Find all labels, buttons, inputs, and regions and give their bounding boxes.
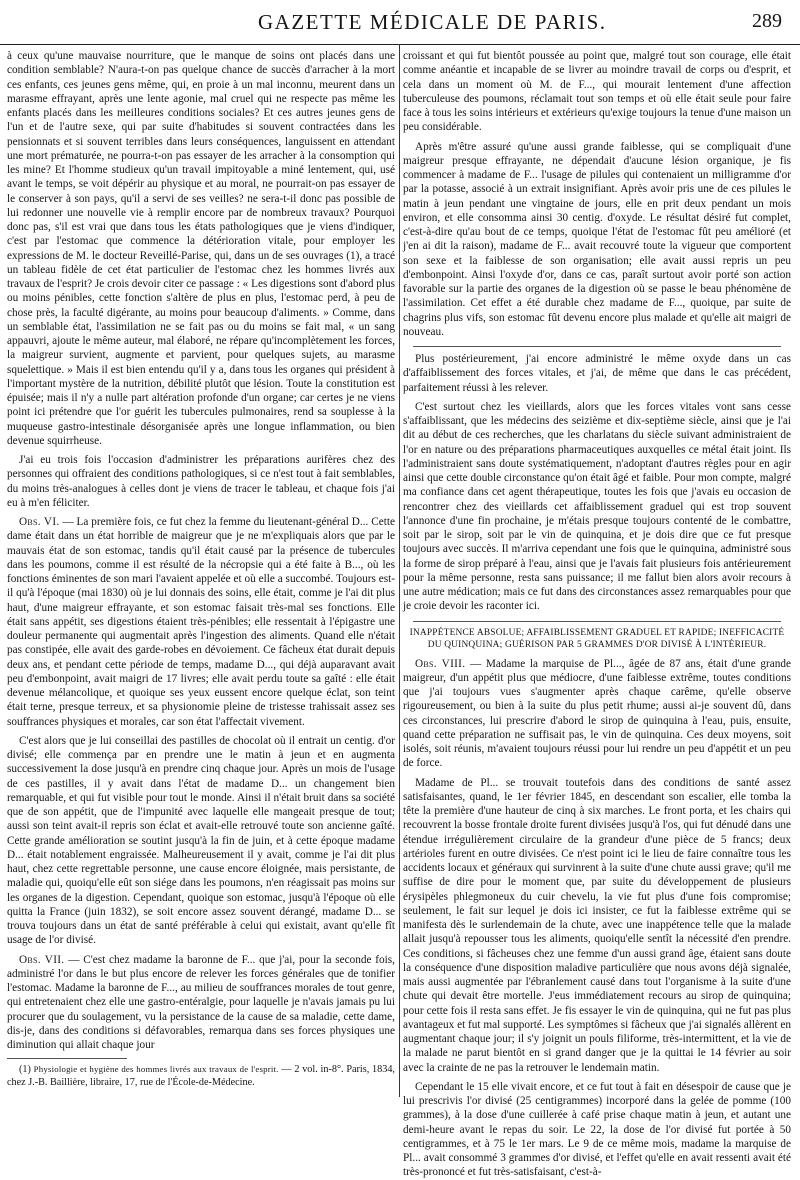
paragraph: C'est surtout chez les vieillards, alors que les forces vitales vont sans cesse s'affaiblissant, que les médecins des seizième et dix-septième siècle, ainsi que je l'ai dit au début de ces recherches, que les charlatans du siècle suivant administraient de l'or en nature ou des préparations pharmaceutiques auxquelles ce métal était joint. Ils l'administraient sans doute systématiquement, n'adoptant d'autres règles pour en agir ainsi que cette double circonstance qu'on était âgé et faible. Pour mon compte, malgré ma confiance dans cet agent thérapeutique, toutes les fois que j'avais eu occasion de rencontrer chez des vieillards cet affaiblissement graduel qui est trop souvent l'annonce d'une fin prochaine, je m'étais presque toujours contenté de le combattre, soit par le sirop, soit par le vin de quinquina, et je dois dire que ce fut presque toujours avec succès. Il m'arriva cependant une fois que le quinquina, administré sous la forme de sirop préparé à l'eau, ainsi que je l'avais fait plusieurs fois antérieurement pour la même personne, resta sans puissance; il me fallut bien alors avoir recours à une autre médication; mais ce fut dans des circonstances assez remarquables pour que je croie devoir les raconter ici.: [403, 400, 791, 613]
footnote-text: — 2 vol. in-8°. Paris, 1834, chez J.-B. Baillière, libraire, 17, rue de l'École-de-Médecine.: [7, 1064, 395, 1089]
observation-vi: [7, 515, 395, 729]
left-column: [7, 49, 395, 1094]
observation-text: — C'est chez madame la baronne de F... que j'ai, pour la seconde fois, administré l'or dans le but plus encore de relever les forces générales que de tonifier l'estomac. Madame la baronne de F..., au milieu de souffrances morales de tout genre, qui entretenaient chez elle une gastro-entéralgie, pour laquelle je n'avais jamais pu lui procurer que du soulagement, vu la persistance de la cause de sa maladie, cette dame, dis-je, dans des conditions si défavorables, remarqua dans ses forces physiques une diminution qui allait chaque jour: [7, 953, 395, 1051]
column-divider: [399, 44, 400, 1097]
observation-subheading: INAPPÉTENCE ABSOLUE; AFFAIBLISSEMENT GRADUEL ET RAPIDE; INEFFICACITÉ DU QUINQUINA; GUÉRISON PAR 5 GRAMMES D'OR DIVISÉ À L'INTÉRIEUR.: [409, 627, 785, 650]
header-rule: [0, 44, 800, 45]
paragraph: à ceux qu'une mauvaise nourriture, que le manque de soins ont placés dans une condition semblable? N'aura-t-on pas quelque chance de succès d'arracher à la mort ces enfants, ces jeunes gens même, qui, en proie à un mal inconnu, meurent dans un marasme effrayant, après une lente agonie, mal cruel qui ne respecte pas même les enfants placés dans les meilleures conditions sociales? Et ces autres jeunes gens de l'un et de l'autre sexe, qui par suite d'habitudes si souvent contractées dans les pensionnats et si souvent terribles dans leurs conséquences, languissent en attendant une mort prématurée, ne pourra-t-on pas essayer de les arracher à la consomption qui les mine? Et l'homme studieux qu'un travail impitoyable a miné lentement, qui, usé avant le temps, se voit dépérir au physique et au moral, ne pourrait-on pas essayer de le conserver à son pays, qu'il a servi de ses veilles? ne sera-t-il donc pas possible de lui redonner une nouvelle vie à remplir encore par de nombreux travaux? Pourquoi donc pas, s'il est vrai que dans tous les états pathologiques que je viens d'indiquer, c'est par l'estomac que commence la détérioration vitale, pour employer les expressions de M. le docteur Reveillé-Parise, qui, dans un de ses ouvrages (1), a tracé un tableau fidèle de cet état particulier de l'estomac chez les hommes livrés aux travaux de l'esprit? Je crois devoir citer ce passage : « Les digestions sont d'abord plus ou moins pénibles, cette fonction s'altère de plus en plus, l'estomac perd, à peu de chose près, la faculté digérante, au moins pour beaucoup d'aliments. » Comme, dans un semblable état, l'assimilation ne se fait pas ou du moins se fait mal, « un sang appauvri, ajoute le même auteur, mal élaboré, ne répare qu'incomplètement les forces, la maigreur survient, augmente et parvient, pour quelques sujets, au marasme squelettique. » Mais il est bien entendu qu'il y a, dans tous les organes qui président à l'important mystère de la nutrition, débilité plutôt que lésion. Toute la constitution est épuisée; mais il n'y a nulle part altération profonde d'un organe; car certes je ne viens point ici prétendre que l'or guérit les tubercules pulmonaires, rend sa souplesse à la muqueuse gastro-intestinale désorganisée après une longue inflammation, ou bien devenue squirrheuse.: [7, 50, 396, 447]
paragraph: Après m'être assuré qu'une aussi grande faiblesse, qui se compliquait d'une maigreur presque effrayante, ne dépendait d'aucune lésion organique, je fis commencer à madame de F... l'usage de pilules qui contenaient un milligramme d'or par la potasse, associé à un extrait insignifiant. Après avoir pris une de ces pilules le matin à jeun pendant une vingtaine de jours, elle en prit deux pendant un mois environ, et elle consomma ainsi 30 centig. d'oxyde. Le résultat désiré fut complet, c'est-à-dire qu'au bout de ce temps, quoique l'état de l'estomac fût peu amélioré (et j'en ai dit la raison), madame de F... avait recouvré toute la vigueur que comportent son sexe et la faiblesse de son organisation; elle avait aussi repris un peu d'embonpoint. Ainsi l'oxyde d'or, dans ce cas, paraît surtout avoir porté son action favorable sur la partie des organes de la digestion où se passe le beau phénomène de l'assimilation. Cet effet a été durable chez madame de F..., quoique, par suite de chagrins plus vifs, son estomac fût devenu encore plus malade et qu'elle ait maigri de nouveau.: [403, 140, 791, 338]
paragraph: Madame de Pl... se trouvait toutefois dans des conditions de santé assez satisfaisantes, quand, le 1er février 1845, en descendant son escalier, elle tomba la tête la première d'une hauteur de cinq à six marches. Le front porta, et les chairs qui recouvrent la bosse frontale droite furent divisées jusqu'à l'os, qui fut dénudé dans une étendue irrégulièrement circulaire de la grandeur d'une pièce de 5 francs; deux artérioles furent en outre divisées. Ce n'est point ici le lieu de faire connaître tous les accidents locaux et généraux qui survinrent à la suite d'une chute aussi grave; qu'il me suffise de dire pour le moment que, par suite du développement de plusieurs érysipèles phlegmoneux du cuir chevelu, la vie fut plus d'une fois compromise; seulement, le fait sur lequel je dois ici insister, ce fut la faiblesse extrême qui se manifesta dès le surlendemain de la chute, avec une inappétence telle que la malade allait jusqu'à repousser tous les aliments, quoiqu'elle sentît la nécessité d'en prendre. Ces conditions, si fâcheuses chez une femme d'un aussi grand âge, étaient sans doute la conséquence d'une disposition maladive particulière que nous avons déjà signalée, mais aussi augmentée par l'ébranlement causé dans tout l'organisme à la suite d'une chute qui devait être mortelle. J'eus immédiatement recours au sirop de quinquina; pour cette fois il resta sans effet. Je fis essayer le vin de quinquina, qui ne fut pas plus avantageux et fut mal supporté. Les symptômes si fâcheux que j'ai signalés allèrent en augmentant chaque jour; il s'y joignit un pouls filiforme, très-intermittent, et la vie de la malade ne parut bientôt en si grand danger que je la quittai le 14 février au soir avec la crainte de ne pas la retrouver le lendemain matin.: [403, 776, 791, 1074]
page-number: 289: [752, 10, 782, 32]
journal-title: GAZETTE MÉDICALE DE PARIS.: [258, 10, 607, 34]
right-column: [403, 49, 791, 1179]
observation-label: Obs. VI.: [19, 516, 60, 528]
paragraph: C'est alors que je lui conseillai des pastilles de chocolat où il entrait un centig. d'or divisé; elle commença par en prendre une le matin à jeun et en augmenta successivement la dose jusqu'à en prendre cinq chaque jour. Après un mois de l'usage de ces pastilles, il y avait dans l'état de madame D... un changement bien remarquable, et qui fut visible pour tout le monde. Ainsi il n'était bruit dans sa société que de son appétit, que de l'impunité avec laquelle elle mangeait presque de tout; aussi son teint avait-il repris son éclat et avait-elle retrouvé toute son ancienne gaîté. Cette grande amélioration se soutint jusqu'à la fin de juin, et à cette époque madame D... était notablement engraissée. Malheureusement il y avait, comme je l'ai dit plus haut, chez cette regrettable personne, une cause encore éloignée, mais persistante, de maladie qui, quoiqu'elle eût son siége dans les poumons, n'en réagissait pas moins sur les organes de la digestion. Cependant, quoique son estomac, jusqu'à l'époque où elle quitta la France (juin 1832), se soit encore assez souvent dérangé, madame D... se trouva toujours dans un état de santé préférable à celui qui existait, avant qu'elle fît usage de l'or divisé.: [7, 734, 395, 947]
observation-viii: [403, 657, 791, 771]
section-rule: [413, 346, 781, 347]
footnote-marker: (1): [19, 1064, 34, 1076]
observation-vii: [7, 953, 395, 1053]
section-rule: [413, 621, 781, 622]
footnote-title: Physiologie et hygiène des hommes livrés aux travaux de l'esprit.: [33, 1064, 279, 1075]
paragraph: Plus postérieurement, j'ai encore administré le même oxyde dans un cas d'affaiblissement des forces vitales, et j'ai, de même que dans le cas précédent, parfaitement réussi à les relever.: [403, 353, 791, 394]
footnote: [7, 1063, 395, 1089]
page-header: [214, 8, 782, 38]
footnote-rule: [7, 1058, 127, 1059]
observation-label: Obs. VII.: [19, 953, 65, 966]
paragraph: J'ai eu trois fois l'occasion d'administrer les préparations aurifères chez des personnes qui offraient des conditions pathologiques, si ce n'est tout à fait semblables, du moins très-analogues à celles dont je viens de tracer le tableau, et chaque fois j'ai eu à m'en féliciter.: [7, 454, 395, 509]
paragraph: croissant et qui fut bientôt poussée au point que, malgré tout son courage, elle était comme anéantie et incapable de se livrer au moindre travail de corps ou d'esprit, et cela dans un moment où M. de F..., qui mourait lentement d'une affection tuberculeuse des poumons, réclamait tout son temps et où elle était seule pour faire face à tous les soins intérieurs et extérieurs qu'exige toujours la tenue d'une maison un peu considérable.: [403, 50, 791, 134]
observation-text: — La première fois, ce fut chez la femme du lieutenant-général D... Cette dame était dans un état horrible de maigreur que je ne m'expliquais alors que par le mauvais état de son estomac, tandis qu'il était causé par la présence de tubercules dans les poumons, comme il est résulté de la nécropsie qui a été faite à B..., où les fonctions éminentes de son mari l'avaient appelée et où elle a succombé. Toujours est-il qu'à l'époque (mai 1830) où je lui donnais des soins, elle était, comme je l'ai dit plus haut, d'une maigreur effrayante, et son estomac faisait très-mal ses fonctions. Elle était sans appétit, ses digestions étaient très-pénibles; elle ressentait à l'épigastre une douleur permanente qui augmentait après l'ingestion des aliments. Quand elle n'était pas constipée, elle avait des garde-robes en dévoiement. Ce fâcheux état durait depuis deux ans, et pendant cette période de temps, madame D..., qui déjà auparavant avait peu d'embonpoint, avait maigri de 17 livres; elle avait perdu toute sa gaîté : elle était devenue mélancolique, et quoique ses yeux eussent encore quelque éclat, son teint était terne, presque terreux, et sa physionomie pleine de tristesse trahissait assez ses souffrances physiques et morales, car son état l'affectait vivement.: [7, 516, 395, 728]
paragraph: Cependant le 15 elle vivait encore, et ce fut tout à fait en désespoir de cause que je lui prescrivis l'or divisé (25 centigrammes) incorporé dans la gelée de pomme (100 grammes), à la dose d'une cuillerée à café prise chaque matin à jeun, et autant une demi-heure avant le repas du soir. Le 22, la dose de l'or divisé fut portée à 50 centigrammes, et à 75 le 1er mars. Le 9 de ce même mois, madame la marquise de Pl... avait consommé 3 grammes d'or divisé, et l'effet qu'elle en avait ressenti avait été très-prononcé et fut très-satisfaisant, c'est-à-: [403, 1080, 791, 1179]
observation-label: Obs. VIII.: [415, 657, 466, 670]
observation-text: — Madame la marquise de Pl..., âgée de 87 ans, était d'une grande maigreur, d'un appétit plus que médiocre, d'une faiblesse extrême, toutes conditions que j'ai toujours vues s'augmenter après chaque carême, qu'elle observe rigoureusement, ou bien à la suite du plus petit rhume; aussi ai-je souvent dû, dans ces circonstances, lui prescrire d'abord le sirop de quinquina à l'eau, puis, ensuite, quand cette préparation ne suffisait pas, le vin de quinquina. Ces deux moyens, soit isolés, soit réunis, m'avaient toujours réussi pour lui rendre un peu d'appétit et un peu de force.: [403, 657, 791, 770]
